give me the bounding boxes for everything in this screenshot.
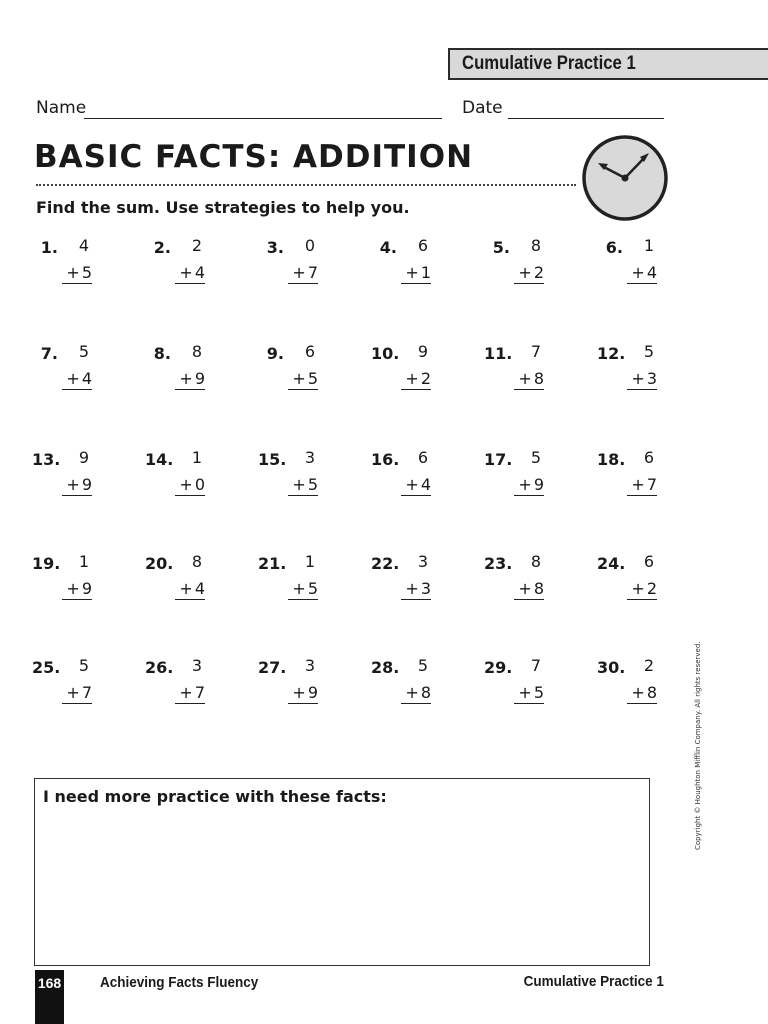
dotted-divider [36, 184, 576, 186]
addend-top: 3 [304, 656, 315, 675]
plus-sign: + [631, 475, 645, 494]
plus-sign: + [518, 263, 532, 282]
problem [597, 658, 657, 708]
plus-sign: + [405, 263, 419, 282]
problem-number: 6. [605, 238, 623, 257]
practice-box[interactable] [34, 778, 650, 966]
addend-bottom: 7 [307, 263, 318, 282]
name-line[interactable] [84, 118, 442, 119]
plus-sign: + [518, 369, 532, 388]
plus-sign: + [405, 369, 419, 388]
addend-bottom: 9 [194, 369, 205, 388]
plus-sign: + [179, 475, 193, 494]
page-number: 168 [37, 975, 62, 991]
addend-top: 7 [530, 656, 541, 675]
addend-top: 8 [530, 236, 541, 255]
addend-bottom: 3 [420, 579, 431, 598]
addend-bottom: 9 [81, 579, 92, 598]
problem-number: 2. [153, 238, 171, 257]
problem-number: 27. [258, 658, 287, 677]
addend-top: 8 [530, 552, 541, 571]
addend-bottom-row [514, 579, 544, 600]
problem-number: 24. [597, 554, 626, 573]
addend-bottom-row [401, 369, 431, 390]
addend-bottom: 8 [533, 369, 544, 388]
problem-number: 12. [597, 344, 626, 363]
addend-top: 3 [191, 656, 202, 675]
problem-number: 16. [371, 450, 400, 469]
addend-top: 5 [643, 342, 654, 361]
addend-bottom: 3 [646, 369, 657, 388]
addend-bottom-row [288, 263, 318, 284]
addend-top: 6 [643, 552, 654, 571]
problem-number: 22. [371, 554, 400, 573]
problem-number: 29. [484, 658, 513, 677]
problem [258, 450, 318, 500]
addend-bottom: 7 [646, 475, 657, 494]
addend-top: 9 [78, 448, 89, 467]
addend-top: 6 [417, 236, 428, 255]
addend-bottom: 2 [420, 369, 431, 388]
problem-number: 14. [145, 450, 174, 469]
addend-top: 1 [191, 448, 202, 467]
addend-bottom-row [175, 579, 205, 600]
problem [597, 344, 657, 394]
problem-number: 21. [258, 554, 287, 573]
problem [145, 658, 205, 708]
problem-number: 18. [597, 450, 626, 469]
plus-sign: + [292, 683, 306, 702]
plus-sign: + [518, 475, 532, 494]
banner-text: Cumulative Practice 1 [462, 53, 636, 74]
addend-bottom: 0 [194, 475, 205, 494]
problem-number: 5. [492, 238, 510, 257]
instructions: Find the sum. Use strategies to help you. [36, 198, 410, 217]
problem-number: 13. [32, 450, 61, 469]
addend-bottom: 5 [533, 683, 544, 702]
problem [484, 658, 544, 708]
page-number-tab [35, 970, 64, 1024]
addend-bottom: 7 [194, 683, 205, 702]
addend-bottom: 9 [533, 475, 544, 494]
addend-top: 0 [304, 236, 315, 255]
addend-top: 6 [304, 342, 315, 361]
plus-sign: + [179, 683, 193, 702]
problem-number: 30. [597, 658, 626, 677]
addend-bottom-row [62, 683, 92, 704]
addend-top: 5 [417, 656, 428, 675]
problem-number: 20. [145, 554, 174, 573]
plus-sign: + [66, 579, 80, 598]
problem [258, 554, 318, 604]
plus-sign: + [66, 683, 80, 702]
name-label: Name [36, 98, 87, 118]
addend-bottom: 8 [646, 683, 657, 702]
plus-sign: + [405, 579, 419, 598]
addend-bottom: 4 [194, 579, 205, 598]
addend-bottom: 8 [533, 579, 544, 598]
addend-bottom-row [627, 369, 657, 390]
problem-number: 15. [258, 450, 287, 469]
problem-number: 28. [371, 658, 400, 677]
addend-bottom-row [288, 369, 318, 390]
problem-number: 8. [153, 344, 171, 363]
addend-bottom-row [627, 475, 657, 496]
addend-bottom-row [288, 579, 318, 600]
addend-bottom-row [514, 475, 544, 496]
addend-bottom: 4 [81, 369, 92, 388]
addend-bottom: 5 [307, 475, 318, 494]
problem [258, 344, 318, 394]
problem [258, 238, 318, 288]
problem [484, 238, 544, 288]
problem [597, 238, 657, 288]
problem [371, 658, 431, 708]
addend-top: 6 [417, 448, 428, 467]
plus-sign: + [631, 579, 645, 598]
addend-bottom-row [62, 475, 92, 496]
addend-top: 4 [78, 236, 89, 255]
problem [484, 450, 544, 500]
addend-bottom-row [401, 683, 431, 704]
addend-bottom: 2 [646, 579, 657, 598]
problem [371, 344, 431, 394]
addend-bottom: 2 [533, 263, 544, 282]
problem-number: 19. [32, 554, 61, 573]
problem-number: 17. [484, 450, 513, 469]
problem [371, 238, 431, 288]
addend-bottom-row [401, 263, 431, 284]
clock-icon [582, 133, 670, 227]
problem [32, 344, 92, 394]
addend-bottom-row [514, 369, 544, 390]
addend-bottom-row [514, 263, 544, 284]
date-line[interactable] [508, 118, 664, 119]
problem-number: 9. [266, 344, 284, 363]
addend-bottom-row [288, 475, 318, 496]
plus-sign: + [631, 683, 645, 702]
problem [32, 238, 92, 288]
plus-sign: + [66, 475, 80, 494]
addend-bottom-row [62, 369, 92, 390]
problem [145, 344, 205, 394]
addend-bottom: 4 [646, 263, 657, 282]
addend-bottom-row [175, 475, 205, 496]
problem-number: 1. [40, 238, 58, 257]
plus-sign: + [631, 369, 645, 388]
addend-bottom: 4 [194, 263, 205, 282]
addend-bottom-row [175, 263, 205, 284]
problem [597, 554, 657, 604]
problem-number: 23. [484, 554, 513, 573]
plus-sign: + [66, 263, 80, 282]
addend-bottom-row [175, 369, 205, 390]
problem [484, 554, 544, 604]
addend-bottom: 4 [420, 475, 431, 494]
problem-number: 4. [379, 238, 397, 257]
problem-number: 25. [32, 658, 61, 677]
addend-top: 8 [191, 342, 202, 361]
addend-bottom-row [514, 683, 544, 704]
problem [145, 238, 205, 288]
addend-bottom-row [288, 683, 318, 704]
addend-bottom-row [62, 263, 92, 284]
footer-section: Cumulative Practice 1 [523, 973, 664, 990]
addend-bottom: 7 [81, 683, 92, 702]
addend-bottom: 1 [420, 263, 431, 282]
problem [145, 450, 205, 500]
problem [371, 554, 431, 604]
addend-top: 2 [643, 656, 654, 675]
addend-top: 1 [304, 552, 315, 571]
addend-bottom: 9 [81, 475, 92, 494]
plus-sign: + [518, 579, 532, 598]
plus-sign: + [292, 579, 306, 598]
problem [32, 554, 92, 604]
problem [32, 658, 92, 708]
plus-sign: + [292, 475, 306, 494]
plus-sign: + [405, 475, 419, 494]
header-banner [448, 48, 768, 80]
addend-top: 2 [191, 236, 202, 255]
problem-number: 7. [40, 344, 58, 363]
addend-top: 3 [304, 448, 315, 467]
problem [597, 450, 657, 500]
plus-sign: + [405, 683, 419, 702]
addend-top: 5 [530, 448, 541, 467]
addend-bottom-row [175, 683, 205, 704]
plus-sign: + [179, 263, 193, 282]
addend-bottom-row [62, 579, 92, 600]
problem [145, 554, 205, 604]
addend-bottom-row [627, 263, 657, 284]
problem-number: 26. [145, 658, 174, 677]
addend-bottom-row [401, 475, 431, 496]
addend-top: 9 [417, 342, 428, 361]
plus-sign: + [179, 369, 193, 388]
plus-sign: + [179, 579, 193, 598]
problem [484, 344, 544, 394]
footer-book-title: Achieving Facts Fluency [100, 974, 259, 991]
page-title: BASIC FACTS: ADDITION [34, 139, 474, 175]
practice-box-label: I need more practice with these facts: [43, 787, 387, 806]
addend-bottom: 5 [307, 369, 318, 388]
addend-top: 3 [417, 552, 428, 571]
problem-number: 3. [266, 238, 284, 257]
plus-sign: + [292, 369, 306, 388]
addend-top: 5 [78, 342, 89, 361]
addend-bottom: 5 [81, 263, 92, 282]
addend-bottom: 5 [307, 579, 318, 598]
plus-sign: + [66, 369, 80, 388]
problem-number: 10. [371, 344, 400, 363]
addend-bottom: 8 [420, 683, 431, 702]
addend-bottom-row [627, 683, 657, 704]
addend-top: 5 [78, 656, 89, 675]
plus-sign: + [631, 263, 645, 282]
addend-bottom: 9 [307, 683, 318, 702]
addend-bottom-row [401, 579, 431, 600]
plus-sign: + [518, 683, 532, 702]
problem [32, 450, 92, 500]
addend-top: 1 [78, 552, 89, 571]
addend-top: 1 [643, 236, 654, 255]
date-label: Date [462, 98, 503, 118]
addend-top: 6 [643, 448, 654, 467]
addend-top: 7 [530, 342, 541, 361]
plus-sign: + [292, 263, 306, 282]
addend-top: 8 [191, 552, 202, 571]
problem [258, 658, 318, 708]
problem [371, 450, 431, 500]
copyright-notice: Copyright © Houghton Mifflin Company. All rights reserved. [694, 641, 702, 850]
problem-number: 11. [484, 344, 513, 363]
addend-bottom-row [627, 579, 657, 600]
